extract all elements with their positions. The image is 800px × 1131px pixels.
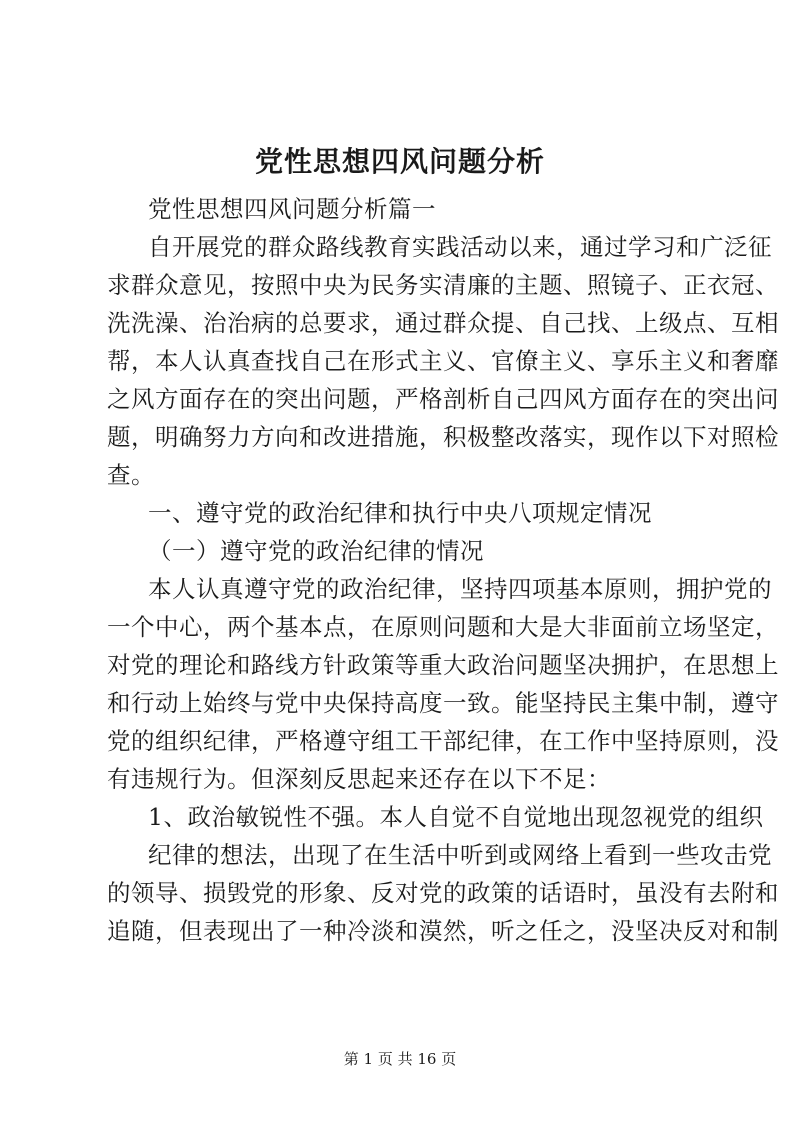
text-line-15: 党的组织纪律，严格遵守组工干部纪律，在工作中坚持原则，没 bbox=[107, 727, 779, 755]
page-number-footer: 第 1 页 共 16 页 bbox=[343, 1050, 457, 1068]
document-title: 党性思想四风问题分析 bbox=[254, 145, 545, 178]
text-line-4: 洗洗澡、治治病的总要求，通过群众提、自己找、上级点、互相 bbox=[107, 309, 779, 337]
text-line-11: 本人认真遵守党的政治纪律，坚持四项基本原则，拥护党的 bbox=[148, 575, 772, 603]
text-line-14: 和行动上始终与党中央保持高度一致。能坚持民主集中制，遵守 bbox=[107, 689, 779, 717]
text-line-20: 追随，但表现出了一种冷淡和漠然，听之任之，没坚决反对和制 bbox=[107, 917, 779, 945]
text-line-13: 对党的理论和路线方针政策等重大政治问题坚决拥护，在思想上 bbox=[107, 651, 779, 679]
text-line-5: 帮，本人认真查找自己在形式主义、官僚主义、享乐主义和奢靡 bbox=[107, 347, 779, 375]
text-line-3: 求群众意见，按照中央为民务实清廉的主题、照镜子、正衣冠、 bbox=[107, 271, 779, 299]
text-line-1: 党性思想四风问题分析篇一 bbox=[148, 195, 436, 223]
text-line-2: 自开展党的群众路线教育实践活动以来，通过学习和广泛征 bbox=[148, 233, 772, 261]
text-line-9: 一、遵守党的政治纪律和执行中央八项规定情况 bbox=[148, 499, 652, 527]
text-line-12: 一个中心，两个基本点，在原则问题和大是大非面前立场坚定， bbox=[107, 613, 779, 641]
text-line-10: （一）遵守党的政治纪律的情况 bbox=[148, 537, 484, 565]
text-line-18: 纪律的想法，出现了在生活中听到或网络上看到一些攻击党 bbox=[148, 841, 772, 869]
text-line-19: 的领导、损毁党的形象、反对党的政策的话语时，虽没有去附和 bbox=[107, 879, 779, 907]
text-line-17: 1、政治敏锐性不强。本人自觉不自觉地出现忽视党的组织 bbox=[148, 803, 764, 831]
text-line-6: 之风方面存在的突出问题，严格剖析自己四风方面存在的突出问 bbox=[107, 385, 779, 413]
text-line-7: 题，明确努力方向和改进措施，积极整改落实，现作以下对照检 bbox=[107, 423, 779, 451]
text-line-8: 查。 bbox=[107, 461, 155, 489]
text-line-16: 有违规行为。但深刻反思起来还存在以下不足： bbox=[107, 765, 611, 793]
